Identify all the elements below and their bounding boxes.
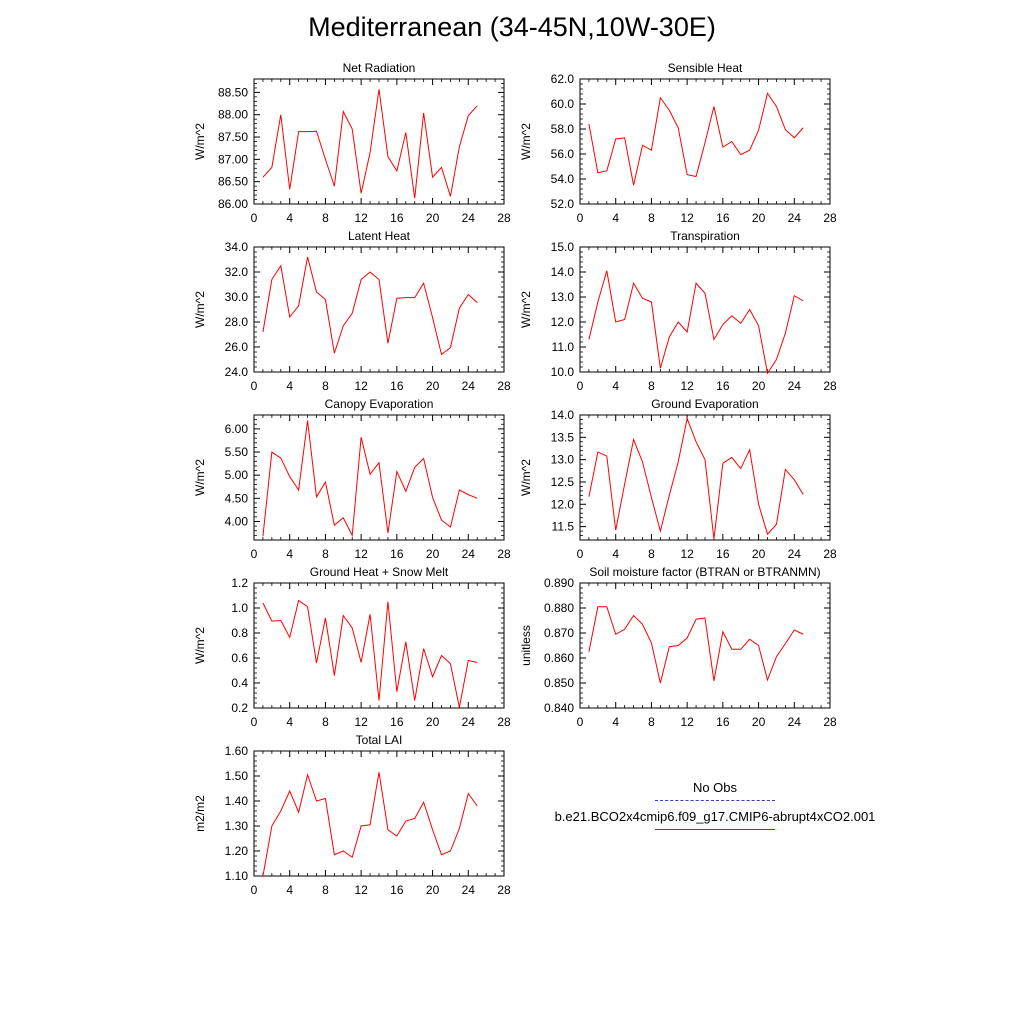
- y-tick-label: 1.40: [224, 794, 248, 808]
- x-tick-label: 20: [425, 211, 440, 225]
- x-tick-label: 4: [612, 211, 620, 225]
- x-tick-label: 24: [787, 715, 801, 729]
- panel-ground-evaporation: [519, 397, 837, 561]
- x-tick-label: 16: [716, 547, 730, 561]
- x-tick-label: 8: [648, 715, 655, 729]
- legend-obs-line: [655, 800, 775, 801]
- y-axis-label: W/m^2: [519, 291, 533, 328]
- x-tick-label: 16: [390, 715, 404, 729]
- plot-frame: [254, 583, 504, 708]
- y-tick-label: 87.00: [217, 152, 248, 167]
- y-tick-label: 1.10: [224, 869, 248, 883]
- x-tick-label: 12: [680, 715, 694, 729]
- y-tick-label: 14.0: [550, 408, 574, 422]
- x-tick-label: 4: [612, 715, 620, 729]
- y-tick-label: 0.880: [543, 601, 574, 615]
- x-tick-label: 8: [648, 211, 655, 225]
- x-tick-label: 0: [250, 547, 258, 561]
- y-tick-label: 0.870: [543, 626, 574, 640]
- x-tick-label: 0: [576, 547, 584, 561]
- panel-latent-heat: [193, 229, 511, 393]
- legend: [520, 778, 910, 830]
- x-tick-label: 8: [322, 547, 329, 561]
- plot-frame: [254, 79, 504, 204]
- y-axis-label: W/m^2: [193, 123, 207, 160]
- x-tick-label: 28: [497, 715, 511, 729]
- x-tick-label: 4: [286, 547, 294, 561]
- series-line: [589, 607, 803, 683]
- x-tick-label: 12: [354, 379, 368, 393]
- y-tick-label: 0.8: [231, 626, 248, 640]
- x-tick-label: 0: [250, 211, 258, 225]
- y-tick-label: 5.50: [224, 445, 248, 460]
- x-tick-label: 12: [680, 547, 694, 561]
- panel-title: Sensible Heat: [667, 61, 743, 75]
- series-line: [263, 257, 477, 355]
- panel-title: Soil moisture factor (BTRAN or BTRANMN): [589, 565, 821, 579]
- y-tick-label: 13.0: [550, 290, 574, 304]
- x-tick-label: 24: [787, 379, 801, 393]
- x-tick-label: 0: [576, 379, 584, 393]
- y-tick-label: 88.50: [217, 85, 248, 100]
- x-tick-label: 0: [576, 211, 584, 225]
- series-line: [589, 271, 803, 374]
- panel-total-lai: [193, 733, 511, 897]
- y-tick-label: 62.0: [550, 72, 574, 86]
- x-tick-label: 20: [425, 547, 440, 561]
- y-tick-label: 0.860: [543, 651, 574, 665]
- y-axis-label: W/m^2: [193, 627, 207, 664]
- y-tick-label: 24.0: [224, 365, 248, 379]
- y-axis-label: unitless: [519, 625, 533, 666]
- plot-frame: [580, 583, 830, 708]
- x-tick-label: 16: [716, 715, 730, 729]
- x-tick-label: 20: [751, 715, 766, 729]
- x-tick-label: 20: [751, 211, 766, 225]
- x-tick-label: 0: [576, 715, 584, 729]
- x-tick-label: 24: [461, 379, 475, 393]
- y-tick-label: 1.50: [224, 769, 248, 783]
- panel-title: Transpiration: [670, 229, 740, 243]
- x-tick-label: 20: [751, 379, 766, 393]
- x-tick-label: 4: [612, 379, 620, 393]
- y-axis-label: m2/m2: [193, 795, 207, 832]
- y-tick-label: 12.5: [550, 474, 574, 489]
- panel-transpiration: [519, 229, 837, 393]
- x-tick-label: 16: [716, 211, 730, 225]
- series-line: [263, 421, 477, 537]
- x-tick-label: 20: [425, 379, 440, 393]
- x-tick-label: 16: [390, 211, 404, 225]
- x-tick-label: 4: [286, 715, 294, 729]
- panel-sensible-heat: [519, 61, 837, 225]
- x-tick-label: 28: [497, 547, 511, 561]
- x-tick-label: 12: [354, 883, 368, 897]
- y-tick-label: 13.5: [550, 430, 574, 445]
- y-tick-label: 0.4: [231, 676, 248, 690]
- y-axis-label: W/m^2: [519, 459, 533, 496]
- panel-title: Total LAI: [355, 733, 403, 747]
- y-axis-label: W/m^2: [519, 123, 533, 160]
- y-tick-label: 88.00: [217, 107, 248, 122]
- y-tick-label: 1.60: [224, 744, 248, 758]
- x-tick-label: 12: [354, 715, 368, 729]
- y-tick-label: 4.00: [224, 514, 248, 529]
- y-tick-label: 1.0: [231, 601, 248, 615]
- plot-frame: [254, 751, 504, 876]
- panel-soil-moisture-factor-btran-or-btranmn: [519, 565, 837, 729]
- panel-net-radiation: [193, 61, 511, 225]
- y-tick-label: 5.00: [224, 468, 248, 483]
- x-tick-label: 4: [612, 547, 620, 561]
- legend-obs-label: No Obs: [692, 780, 738, 795]
- y-tick-label: 30.0: [224, 290, 248, 304]
- x-tick-label: 4: [286, 211, 294, 225]
- panel-title: Net Radiation: [342, 61, 416, 75]
- y-tick-label: 10.0: [550, 365, 574, 379]
- plot-frame: [580, 247, 830, 372]
- x-tick-label: 16: [716, 379, 730, 393]
- x-tick-label: 16: [390, 547, 404, 561]
- x-tick-label: 8: [648, 547, 655, 561]
- y-tick-label: 11.0: [551, 340, 574, 354]
- x-tick-label: 24: [461, 715, 475, 729]
- y-tick-label: 1.20: [224, 844, 248, 858]
- x-tick-label: 24: [461, 883, 475, 897]
- y-tick-label: 0.850: [543, 676, 574, 690]
- y-tick-label: 12.0: [550, 497, 574, 512]
- x-tick-label: 4: [286, 883, 294, 897]
- y-tick-label: 32.0: [224, 265, 248, 279]
- y-tick-label: 1.2: [231, 576, 248, 590]
- x-tick-label: 8: [322, 883, 329, 897]
- y-tick-label: 0.840: [543, 701, 574, 715]
- x-tick-label: 20: [425, 883, 440, 897]
- legend-model-line: [655, 829, 775, 830]
- series-line: [263, 601, 477, 708]
- y-tick-label: 0.890: [543, 576, 574, 590]
- x-tick-label: 24: [461, 211, 475, 225]
- x-tick-label: 24: [787, 547, 801, 561]
- panel-canopy-evaporation: [193, 397, 511, 561]
- y-tick-label: 0.6: [231, 651, 248, 665]
- x-tick-label: 28: [823, 379, 837, 393]
- panel-title: Ground Evaporation: [651, 397, 759, 411]
- x-tick-label: 12: [680, 211, 694, 225]
- series-line: [589, 93, 803, 185]
- x-tick-label: 28: [823, 211, 837, 225]
- y-tick-label: 56.0: [550, 147, 574, 161]
- page-title: Mediterranean (34-45N,10W-30E): [308, 12, 716, 42]
- series-line: [263, 89, 477, 198]
- y-tick-label: 34.0: [224, 240, 248, 254]
- y-tick-label: 0.2: [231, 701, 248, 715]
- x-tick-label: 16: [390, 883, 404, 897]
- panel-title: Ground Heat + Snow Melt: [309, 565, 449, 579]
- series-line: [263, 772, 477, 876]
- x-tick-label: 28: [823, 715, 837, 729]
- y-tick-label: 86.50: [217, 174, 248, 189]
- y-tick-label: 11.5: [551, 519, 574, 534]
- y-axis-label: W/m^2: [193, 291, 207, 328]
- y-tick-label: 28.0: [224, 315, 248, 329]
- y-tick-label: 54.0: [550, 172, 574, 186]
- y-tick-label: 26.0: [224, 340, 248, 354]
- y-tick-label: 1.30: [224, 819, 248, 833]
- x-tick-label: 16: [390, 379, 404, 393]
- x-tick-label: 12: [680, 379, 694, 393]
- x-tick-label: 24: [461, 547, 475, 561]
- x-tick-label: 4: [286, 379, 294, 393]
- x-tick-label: 8: [322, 715, 329, 729]
- x-tick-label: 0: [250, 379, 258, 393]
- y-axis-label: W/m^2: [193, 459, 207, 496]
- x-tick-label: 0: [250, 715, 258, 729]
- x-tick-label: 24: [787, 211, 801, 225]
- x-tick-label: 0: [250, 883, 258, 897]
- series-line: [589, 419, 803, 540]
- x-tick-label: 28: [823, 547, 837, 561]
- x-tick-label: 28: [497, 379, 511, 393]
- y-tick-label: 87.50: [217, 130, 248, 145]
- x-tick-label: 8: [648, 379, 655, 393]
- panel-title: Canopy Evaporation: [324, 397, 434, 411]
- y-tick-label: 60.0: [550, 97, 574, 111]
- x-tick-label: 8: [322, 211, 329, 225]
- plot-frame: [254, 247, 504, 372]
- y-tick-label: 52.0: [550, 197, 574, 211]
- x-tick-label: 12: [354, 211, 368, 225]
- x-tick-label: 8: [322, 379, 329, 393]
- y-tick-label: 6.00: [224, 421, 248, 436]
- y-tick-label: 14.0: [550, 265, 574, 279]
- x-tick-label: 20: [425, 715, 440, 729]
- panel-title: Latent Heat: [347, 229, 411, 243]
- y-tick-label: 12.0: [550, 315, 574, 329]
- y-tick-label: 15.0: [550, 240, 574, 254]
- y-tick-label: 86.00: [217, 197, 248, 211]
- x-tick-label: 12: [354, 547, 368, 561]
- plot-frame: [254, 415, 504, 540]
- legend-model-label: b.e21.BCO2x4cmip6.f09_g17.CMIP6-abrupt4xCO2.001: [554, 809, 876, 824]
- x-tick-label: 20: [751, 547, 766, 561]
- y-tick-label: 58.0: [550, 122, 574, 136]
- x-tick-label: 28: [497, 883, 511, 897]
- panel-ground-heat-snow-melt: [193, 565, 511, 729]
- y-tick-label: 4.50: [224, 491, 248, 506]
- y-tick-label: 13.0: [550, 452, 574, 467]
- x-tick-label: 28: [497, 211, 511, 225]
